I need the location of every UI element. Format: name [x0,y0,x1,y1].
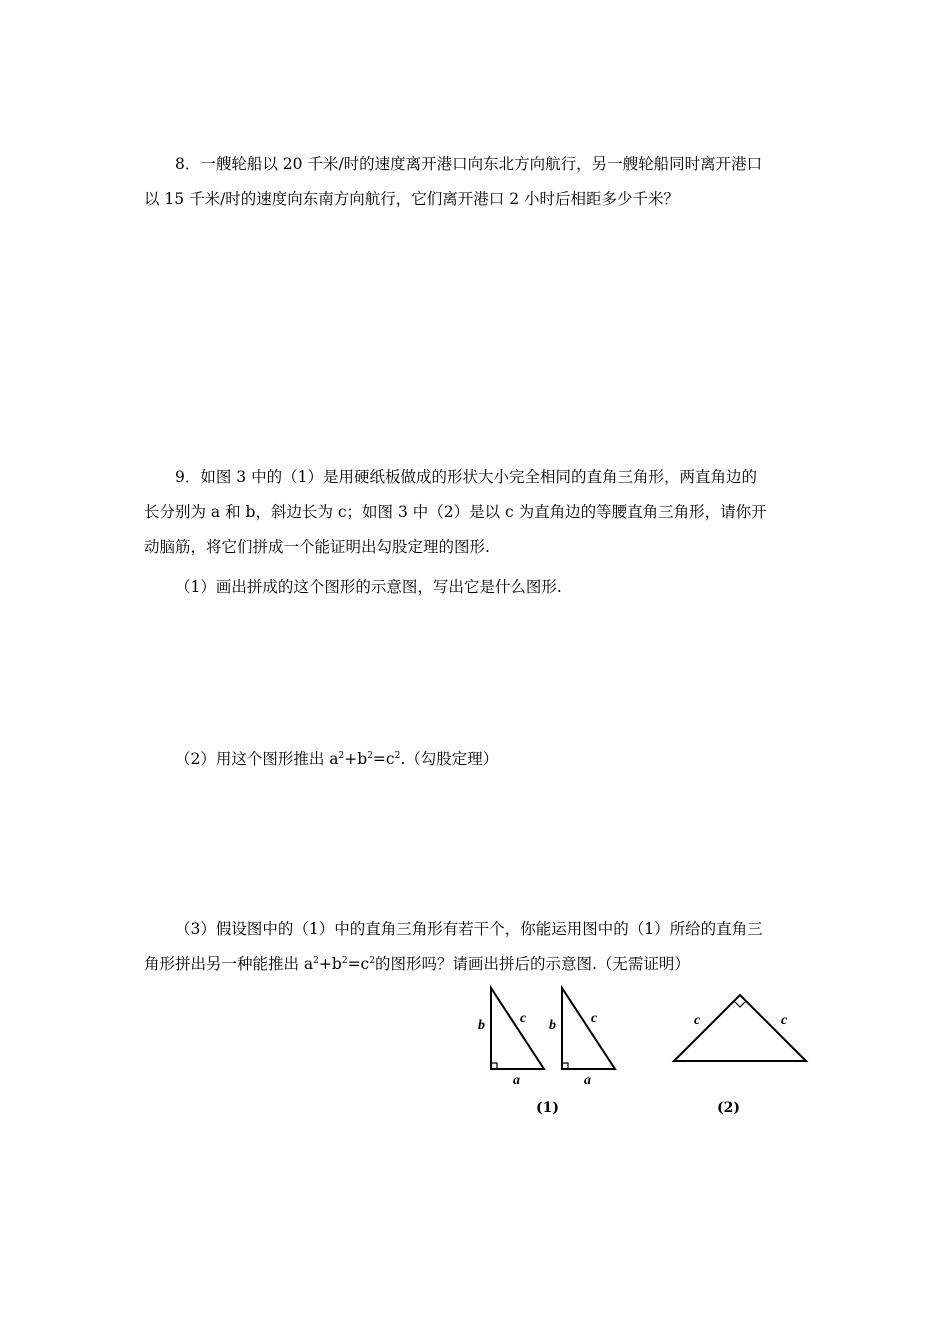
hypotenuse-label-c-2: c [591,1011,598,1026]
question-8 [144,147,808,217]
question-8-line-2: 以 15 千米/时的速度向东南方向航行，它们离开港口 2 小时后相距多少千米？ [144,190,680,208]
question-9-line-3: 动脑筋，将它们拼成一个能证明出勾股定理的图形. [144,538,490,556]
figure-3-drawing [460,982,820,1122]
leg-label-c-right: c [781,1013,788,1028]
figure-caption-1: (1) [536,1100,559,1116]
leg-label-a-2: a [584,1073,591,1088]
leg-label-c-left: c [694,1013,701,1028]
question-9-part-3-line-2: 角形拼出另一种能推出 $a^2+b^2=c^2$的图形吗？请画出拼后的示意图.（无需证明） [144,955,690,973]
question-9-part-3-line-1: （3）假设图中的（1）中的直角三角形有若干个，你能运用图中的（1）所给的直角三 [175,920,763,938]
isosceles-right-triangle-shape [674,995,806,1061]
right-triangle-2-shape [562,988,615,1069]
leg-label-b-1: b [478,1018,485,1033]
hypotenuse-label-c-1: c [520,1011,527,1026]
question-8-line-1: 8．一艘轮船以 20 千米/时的速度离开港口向东北方向航行，另一艘轮船同时离开港口 [175,155,763,173]
figure-caption-2: (2) [717,1100,740,1116]
question-9 [144,460,808,565]
right-triangle-2 [549,988,615,1088]
question-9-line-2: 长分别为 a 和 b，斜边长为 c；如图 3 中（2）是以 c 为直角边的等腰直角三角形，请你开 [144,503,767,521]
question-9-line-1: 9．如图 3 中的（1）是用硬纸板做成的形状大小完全相同的直角三角形，两直角边的 [175,468,757,486]
figure-3 [460,982,820,1122]
leg-label-b-2: b [549,1018,556,1033]
question-9-part-2: （2）用这个图形推出 $a^2+b^2=c^2$.（勾股定理） [175,750,499,768]
right-triangle-1-shape [491,988,544,1069]
leg-label-a-1: a [513,1073,520,1088]
right-angle-mark-3 [734,1001,746,1007]
right-triangle-1 [478,988,544,1088]
isosceles-right-triangle [674,995,806,1061]
question-9-part-1: （1）画出拼成的这个图形的示意图，写出它是什么图形. [175,578,562,596]
question-9-part-3 [144,912,808,982]
